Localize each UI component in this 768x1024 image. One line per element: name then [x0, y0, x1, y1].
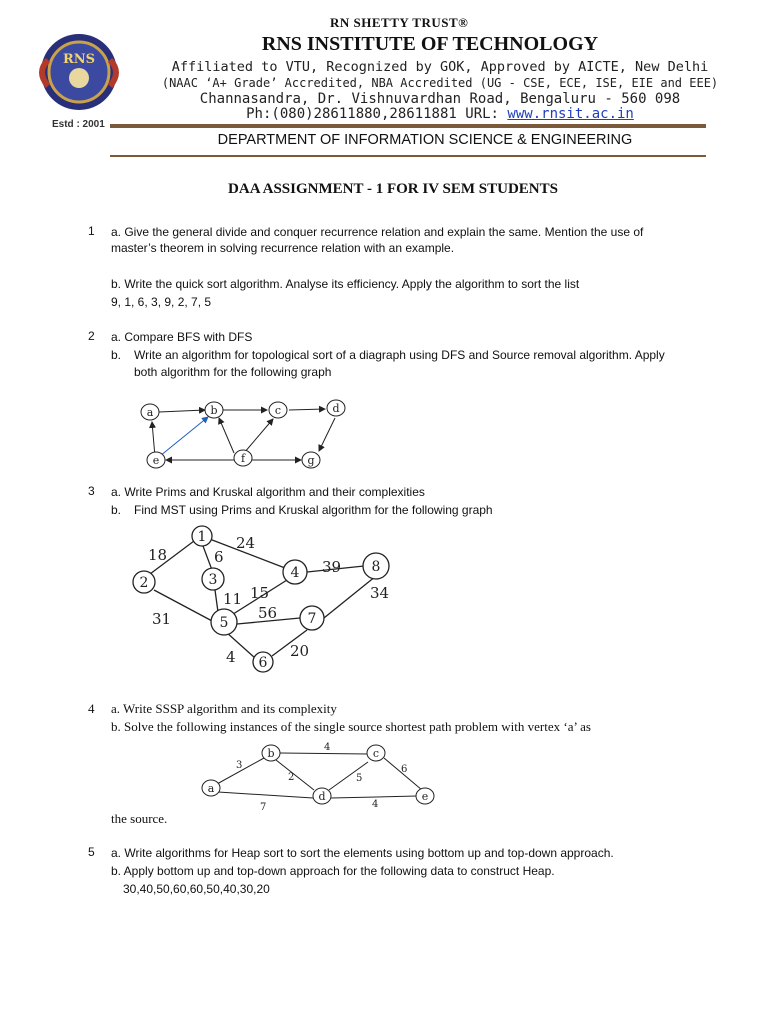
contact-text: Ph:(080)28611880,28611881 URL:: [246, 106, 508, 122]
node-2-label: 2: [139, 575, 149, 591]
assignment-title: DAA ASSIGNMENT - 1 FOR IV SEM STUDENTS: [228, 181, 558, 197]
question-1a-line1: a. Give the general divide and conquer recurrence relation and explain the same. Mention the use of: [111, 225, 644, 239]
question-3a: a. Write Prims and Kruskal algorithm and their complexities: [111, 485, 425, 499]
institute-logo: [30, 30, 128, 116]
question-3b: Find MST using Prims and Kruskal algorithm for the following graph: [134, 503, 493, 517]
question-5-number: 5: [88, 845, 95, 859]
question-1b-line2: 9, 1, 6, 3, 9, 2, 7, 5: [111, 295, 212, 309]
node-e-label: e: [421, 790, 429, 803]
question-2-number: 2: [88, 329, 95, 343]
question-2b-line1: Write an algorithm for topological sort of a diagraph using DFS and Source removal algorithm. Apply: [134, 348, 665, 362]
node-8-label: 8: [371, 559, 381, 575]
weight-d-e: 4: [372, 799, 379, 810]
node-c-label: c: [372, 747, 380, 760]
weight-1-2: 18: [148, 546, 168, 564]
node-7-label: 7: [307, 611, 317, 627]
question-1-number: 1: [88, 224, 95, 238]
node-e-label: e: [152, 454, 160, 467]
affiliation-line: Affiliated to VTU, Recognized by GOK, Approved by AICTE, New Delhi: [171, 59, 709, 75]
question-4-number: 4: [88, 701, 95, 716]
weight-b-d: 2: [288, 772, 295, 783]
weight-c-e: 6: [401, 764, 408, 775]
logo-text: RNS: [62, 52, 96, 67]
node-d-label: d: [332, 402, 340, 415]
department-name: DEPARTMENT OF INFORMATION SCIENCE & ENGINEERING: [217, 132, 633, 148]
weight-4-8: 39: [322, 558, 342, 576]
estd-label: Estd : 2001: [52, 119, 105, 130]
address-line: Channasandra, Dr. Vishnuvardhan Road, Bengaluru - 560 098: [199, 91, 681, 107]
question-5-data: 30,40,50,60,60,50,40,30,20: [123, 882, 270, 896]
sssp-graph: [196, 740, 446, 815]
weight-1-3: 6: [214, 548, 224, 566]
node-c-label: c: [274, 404, 282, 417]
trust-name: RN SHETTY TRUST®: [330, 15, 469, 30]
node-d-label: d: [318, 790, 326, 803]
header-rule-bottom: [110, 155, 706, 157]
weight-c-d: 5: [356, 773, 363, 784]
question-2b-line2: both algorithm for the following graph: [134, 365, 332, 379]
node-b-label: b: [210, 404, 218, 417]
node-5-label: 5: [219, 615, 229, 631]
contact-line: [160, 106, 720, 122]
question-3-number: 3: [88, 484, 95, 498]
weight-b-c: 4: [324, 742, 331, 753]
weight-a-d: 7: [260, 802, 267, 813]
node-b-label: b: [267, 747, 275, 760]
header-rule-top: [110, 124, 706, 128]
question-1b-line1: b. Write the quick sort algorithm. Analyse its efficiency. Apply the algorithm to sort the list: [111, 277, 580, 291]
question-4b-end: the source.: [111, 811, 168, 826]
weight-1-4: 24: [236, 534, 256, 552]
website-link[interactable]: www.rnsit.ac.in: [507, 106, 634, 122]
weight-5-7: 56: [258, 604, 278, 622]
weight-5-6: 4: [226, 648, 236, 666]
mst-graph: [112, 520, 420, 678]
institute-name: RNS INSTITUTE OF TECHNOLOGY: [261, 33, 599, 55]
topological-sort-graph: [118, 396, 368, 474]
node-f-label: f: [240, 452, 246, 465]
question-4b: b. Solve the following instances of the single source shortest path problem with vertex ‘a’ as: [111, 719, 591, 734]
node-4-label: 4: [290, 565, 300, 581]
node-1-label: 1: [197, 529, 207, 545]
question-1a-line2: master’s theorem in solving recurrence relation with an example.: [111, 241, 455, 255]
weight-2-5: 31: [152, 610, 172, 628]
accreditation-line: (NAAC ‘A+ Grade’ Accredited, NBA Accredited (UG - CSE, ECE, ISE, EIE and EEE): [161, 76, 719, 90]
question-2a: a. Compare BFS with DFS: [111, 330, 253, 344]
question-5b: b. Apply bottom up and top-down approach for the following data to construct Heap.: [111, 864, 555, 878]
node-a-label: a: [146, 406, 154, 419]
node-a-label: a: [207, 782, 215, 795]
node-g-label: g: [307, 454, 315, 467]
weight-a-b: 3: [236, 760, 243, 771]
weight-6-7: 20: [290, 642, 310, 660]
node-3-label: 3: [208, 572, 218, 588]
question-4a: a. Write SSSP algorithm and its complexity: [111, 701, 337, 716]
question-5a: a. Write algorithms for Heap sort to sort the elements using bottom up and top-down approach.: [111, 846, 614, 860]
weight-4-5: 15: [250, 584, 270, 602]
question-2b-label: b.: [111, 348, 122, 362]
weight-7-8: 34: [370, 584, 390, 602]
weight-3-5: 11: [223, 590, 243, 608]
node-6-label: 6: [258, 655, 268, 671]
question-3b-label: b.: [111, 503, 122, 517]
